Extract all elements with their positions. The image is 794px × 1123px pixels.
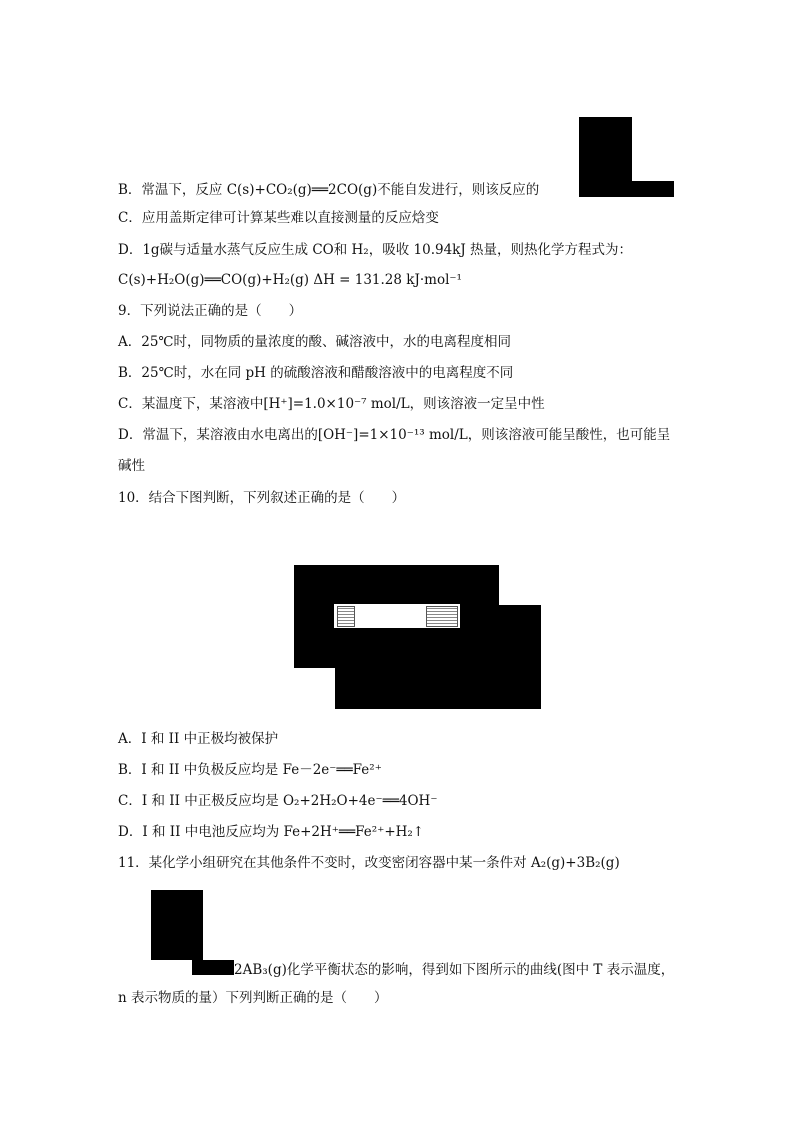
- thermo-equation: C(s)+H₂O(g)══CO(g)+H₂(g) ΔH = 131.28 kJ·mol⁻¹: [118, 272, 462, 288]
- question-10: 10．结合下图判断，下列叙述正确的是（ ）: [118, 490, 406, 506]
- redacted-image-top-right-tail: [632, 181, 674, 197]
- option-8b: B．常温下，反应 C(s)+CO₂(g)══2CO(g)不能自发进行，则该反应的: [118, 182, 540, 198]
- option-9b: B．25℃时，水在同 pH 的硫酸溶液和醋酸溶液中的电离程度不同: [118, 365, 514, 381]
- redacted-equation-arrow-tail: [192, 960, 234, 975]
- figure-block-bottom: [335, 668, 499, 709]
- electrode-left: [337, 606, 355, 627]
- question-11-continued: 2AB₃(g)化学平衡状态的影响，得到如下图所示的曲线(图中 T 表示温度，: [234, 962, 675, 978]
- question-11: 11．某化学小组研究在其他条件不变时，改变密闭容器中某一条件对 A₂(g)+3B₂(g): [118, 855, 620, 871]
- question-9: 9．下列说法正确的是（ ）: [118, 303, 303, 319]
- option-10c: C．I 和 II 中正极反应均是 O₂+2H₂O+4e⁻══4OH⁻: [118, 793, 438, 809]
- option-9a: A．25℃时，同物质的量浓度的酸、碱溶液中，水的电离程度相同: [118, 334, 512, 350]
- electrode-right: [426, 606, 458, 627]
- option-8d: D．1g碳与适量水蒸气反应生成 CO和 H₂，吸收 10.94kJ 热量，则热化学方程式为：: [118, 242, 633, 258]
- option-9d: D．常温下，某溶液由水电离出的[OH⁻]=1×10⁻¹³ mol/L，则该溶液可能呈酸性，也可能呈: [118, 427, 671, 443]
- question-11-end: n 表示物质的量）下列判断正确的是（ ）: [118, 990, 388, 1006]
- option-10a: A．I 和 II 中正极均被保护: [118, 731, 279, 747]
- figure-block-right: [499, 605, 541, 709]
- option-9d-continued: 碱性: [118, 458, 145, 474]
- option-9c: C．某温度下，某溶液中[H⁺]=1.0×10⁻⁷ mol/L，则该溶液一定呈中性: [118, 396, 545, 412]
- option-8c: C．应用盖斯定律可计算某些难以直接测量的反应焓变: [118, 210, 439, 226]
- option-10b: B．I 和 II 中负极反应均是 Fe－2e⁻══Fe²⁺: [118, 762, 382, 778]
- redacted-equation-arrow: [151, 890, 203, 960]
- option-10d: D．I 和 II 中电池反应均为 Fe+2H⁺══Fe²⁺+H₂↑: [118, 824, 425, 840]
- redacted-image-top-right: [579, 117, 632, 197]
